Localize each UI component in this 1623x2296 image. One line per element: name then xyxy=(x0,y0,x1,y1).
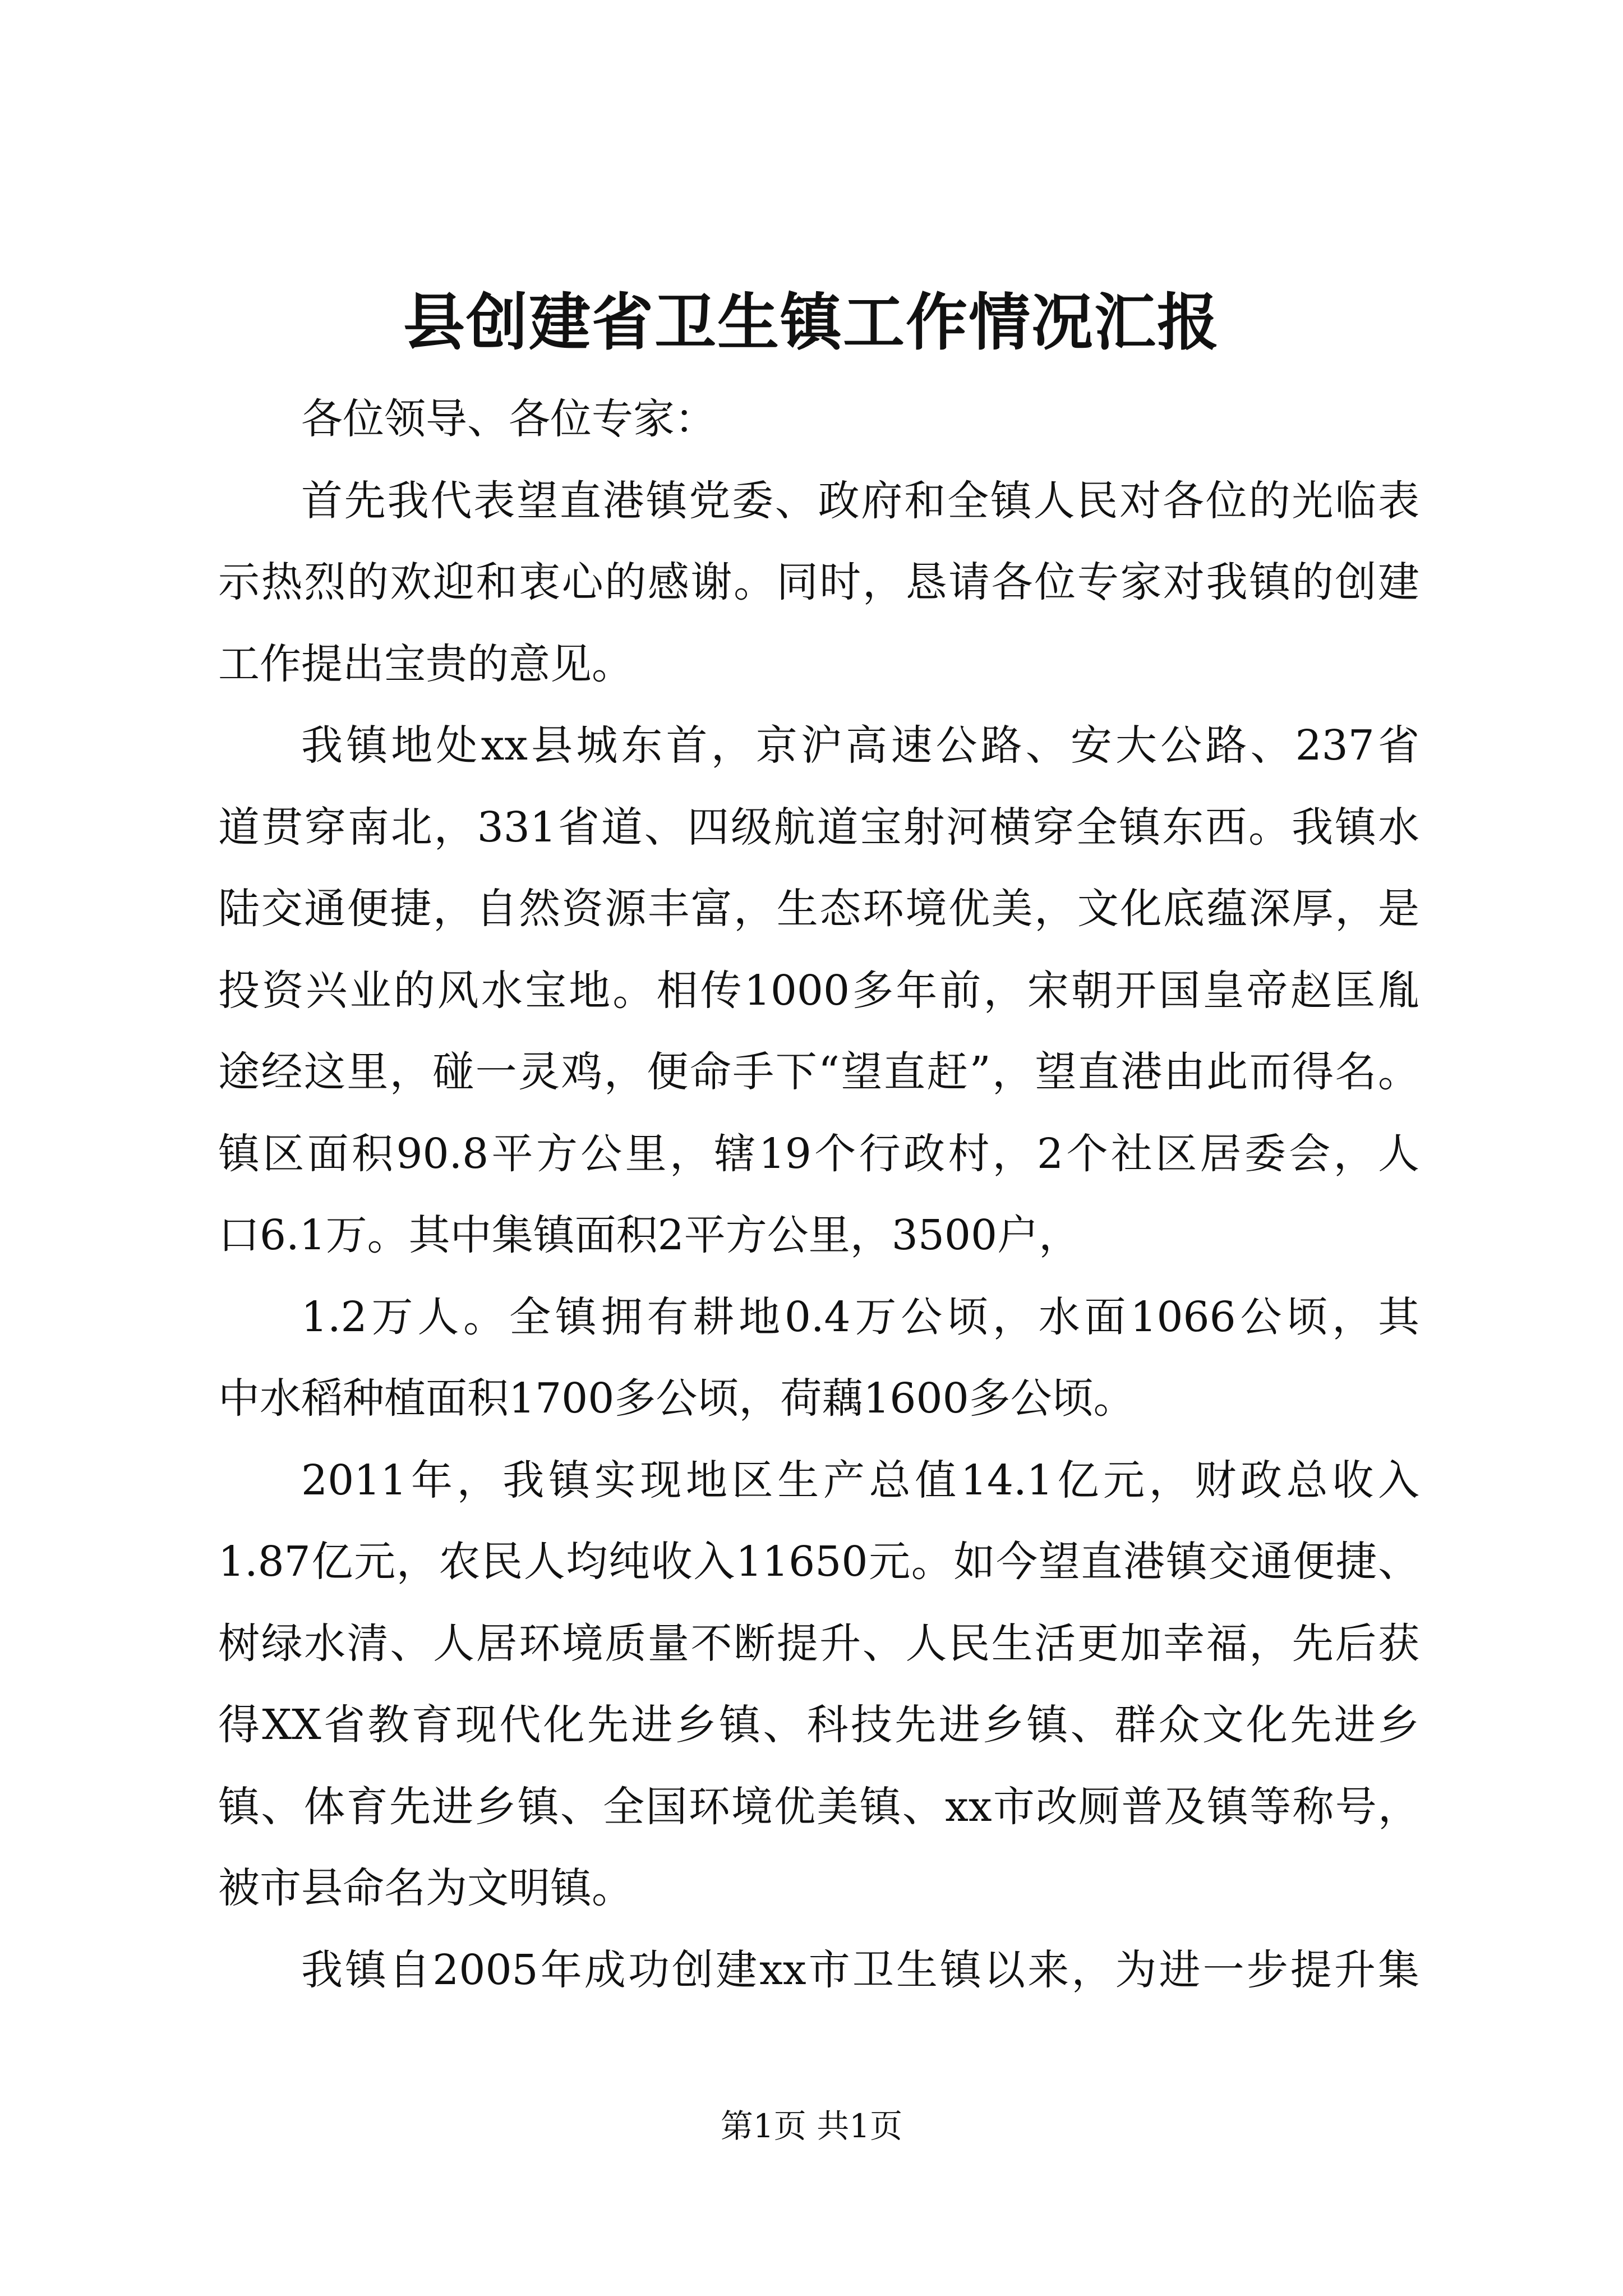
body-line: 树绿水清、人居环境质量不断提升、人民生活更加幸福，先后获 xyxy=(218,1619,1419,1668)
body-line: 2011年，我镇实现地区生产总值14.1亿元，财政总收入 xyxy=(301,1456,1419,1504)
body-line: 得XX省教育现代化先进乡镇、科技先进乡镇、群众文化先进乡 xyxy=(218,1701,1419,1749)
body-line: 镇区面积90.8平方公里，辖19个行政村，2个社区居委会，人 xyxy=(218,1129,1419,1178)
body-line: 道贯穿南北，331省道、四级航道宝射河横穿全镇东西。我镇水 xyxy=(218,803,1419,852)
body-line: 陆交通便捷，自然资源丰富，生态环境优美，文化底蕴深厚，是 xyxy=(218,885,1419,933)
body-line: 投资兴业的风水宝地。相传1000多年前，宋朝开国皇帝赵匡胤 xyxy=(218,966,1419,1015)
document-title: 县创建省卫生镇工作情况汇报 xyxy=(403,286,1220,358)
page-footer: 第1页 共1页 xyxy=(720,2107,903,2145)
body-line: 镇、体育先进乡镇、全国环境优美镇、xx市改厕普及镇等称号， xyxy=(218,1782,1419,1831)
body-line: 口6.1万。其中集镇面积2平方公里，3500户， xyxy=(218,1211,1081,1259)
body-line: 被市县命名为文明镇。 xyxy=(218,1864,633,1912)
body-line: 1.2万人。全镇拥有耕地0.4万公顷，水面1066公顷，其 xyxy=(301,1292,1419,1341)
body-line: 中水稻种植面积1700多公顷，荷藕1600多公顷。 xyxy=(218,1374,1135,1423)
body-line: 首先我代表望直港镇党委、政府和全镇人民对各位的光临表 xyxy=(301,476,1419,525)
body-line: 我镇自2005年成功创建xx市卫生镇以来，为进一步提升集 xyxy=(301,1945,1419,1994)
body-line: 示热烈的欢迎和衷心的感谢。同时，恳请各位专家对我镇的创建 xyxy=(218,558,1419,606)
document-body xyxy=(218,379,1419,2011)
body-line: 工作提出宝贵的意见。 xyxy=(218,639,633,688)
body-line: 我镇地处xx县城东首，京沪高速公路、安大公路、237省 xyxy=(301,721,1419,770)
body-line: 途经这里，碰一灵鸡，便命手下“望直赶”，望直港由此而得名。 xyxy=(218,1048,1419,1096)
body-line: 1.87亿元，农民人均纯收入11650元。如今望直港镇交通便捷、 xyxy=(218,1538,1419,1586)
body-line: 各位领导、各位专家： xyxy=(301,395,716,443)
